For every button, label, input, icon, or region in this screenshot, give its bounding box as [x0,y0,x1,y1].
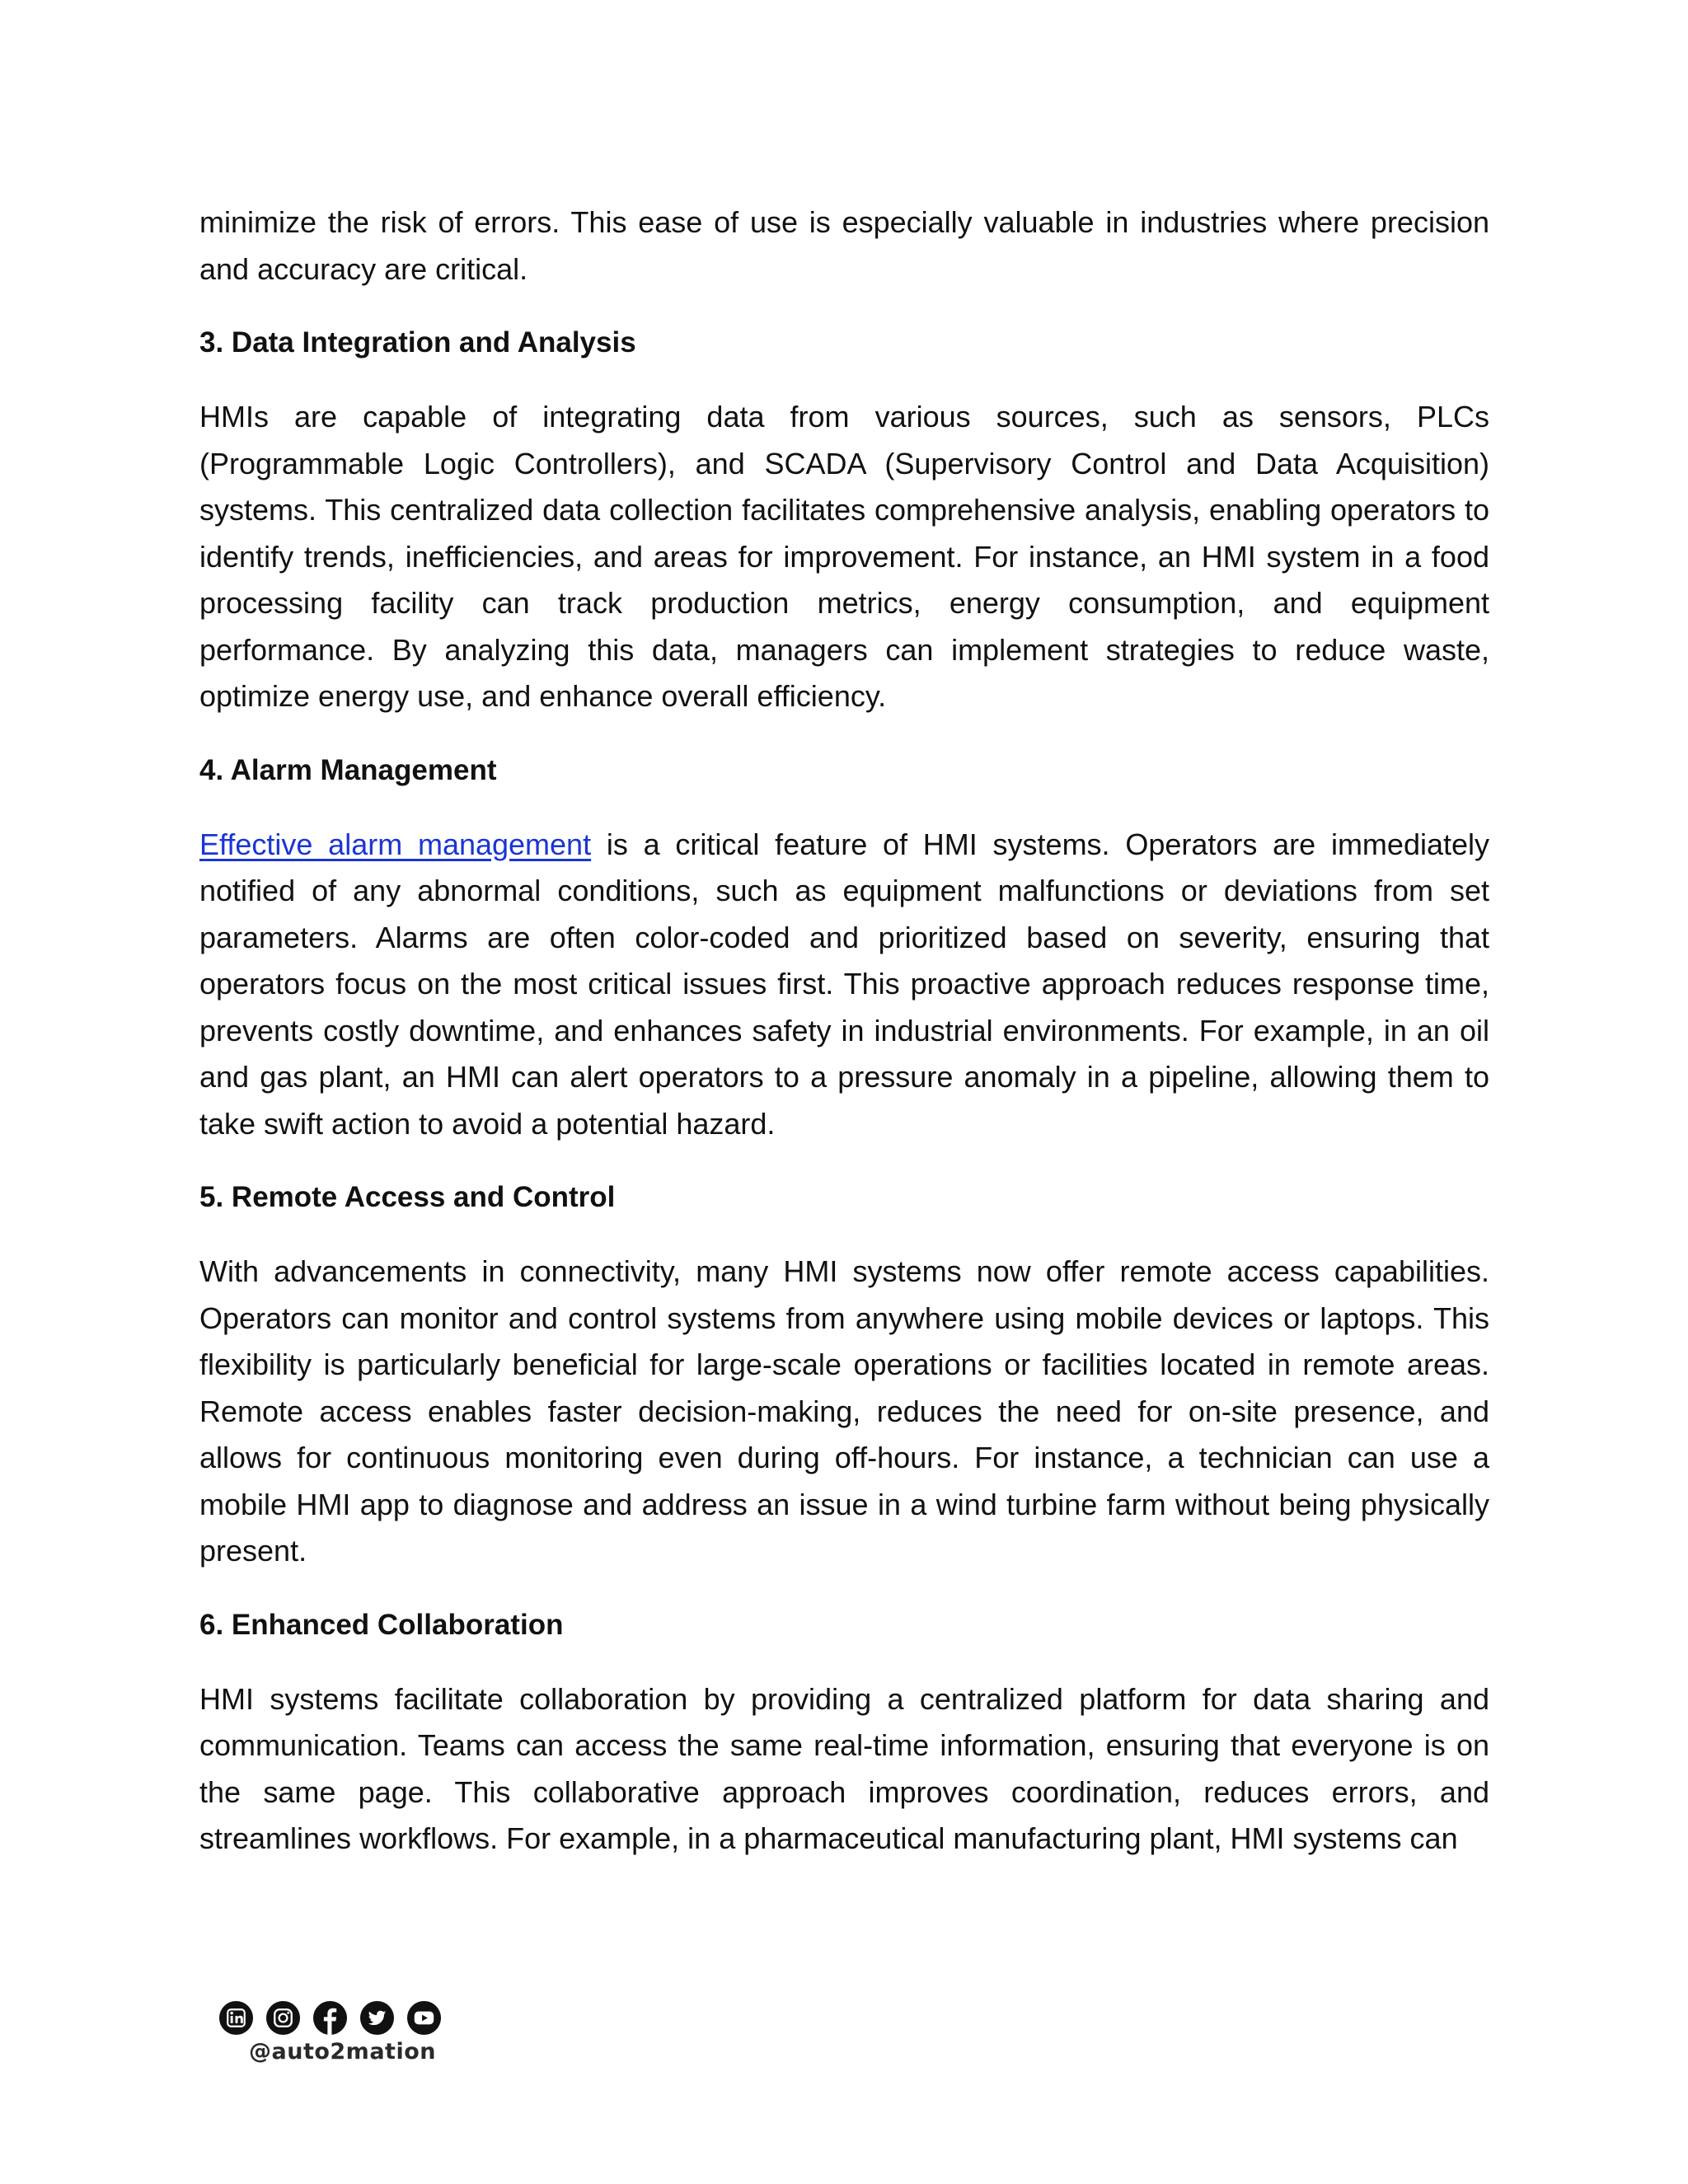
section-body-remote-access: With advancements in connectivity, many HMI systems now offer remote access capabilities. Operators can monitor and control systems from anywhere using mobile devices or laptops. This flexibility is particularly beneficial for large-scale operations or facilities located in remote areas. Remote access enables faster decision-making, reduces the need for on-site presence, and allows for continuous monitoring even during off-hours. For instance, a technician can use a mobile HMI app to diagnose and address an issue in a wind turbine farm without being physically present. [199,1254,1489,1568]
section-heading-data-integration: 3. Data Integration and Analysis [199,326,636,359]
section-body-collaboration: HMI systems facilitate collaboration by providing a centralized platform for data sharing and communication. Teams can access the same real-time information, ensuring that everyone is on the same page. This collaborative approach improves coordination, reduces errors, and streamlines workflows. For example, in a pharmaceutical manufacturing plant, HMI systems can [199,1681,1489,1855]
social-icon-row [218,2000,457,2036]
linkedin-icon[interactable] [218,2000,254,2036]
instagram-icon[interactable] [265,2000,301,2036]
section-heading-alarm-management: 4. Alarm Management [199,753,497,786]
youtube-icon[interactable] [406,2000,442,2036]
twitter-icon[interactable] [359,2000,395,2036]
social-handle: @auto2mation [249,2039,436,2064]
section-body-data-integration: HMIs are capable of integrating data from various sources, such as sensors, PLCs (Programmable Logic Controllers), and SCADA (Supervisory Control and Data Acquisition) systems. This centralized data collection facilitates comprehensive analysis, enabling operators to identify trends, inefficiencies, and areas for improvement. For instance, an HMI system in a food processing facility can track production metrics, energy consumption, and equipment performance. By analyzing this data, managers can implement strategies to reduce waste, optimize energy use, and enhance overall efficiency. [199,400,1489,713]
document-body [199,199,1489,1863]
alarm-management-text: is a critical feature of HMI systems. Operators are immediately notified of any abnormal conditions, such as equipment malfunctions or deviations from set parameters. Alarms are often color-coded and prioritized based on severity, ensuring that operators focus on the most critical issues first. This proactive approach reduces response time, prevents costly downtime, and enhances safety in industrial environments. For example, in an oil and gas plant, an HMI can alert operators to a pressure anomaly in a pipeline, allowing them to take swift action to avoid a potential hazard. [199,827,1490,1141]
section-heading-collaboration: 6. Enhanced Collaboration [199,1608,564,1641]
intro-paragraph: minimize the risk of errors. This ease of use is especially valuable in industries where precision and accuracy are critical. [199,205,1489,286]
social-footer [218,2000,457,2064]
section-body-alarm-management [199,822,1489,1148]
section-heading-remote-access: 5. Remote Access and Control [199,1181,616,1213]
alarm-management-link[interactable]: Effective alarm management [199,827,592,861]
facebook-icon[interactable] [312,2000,348,2036]
